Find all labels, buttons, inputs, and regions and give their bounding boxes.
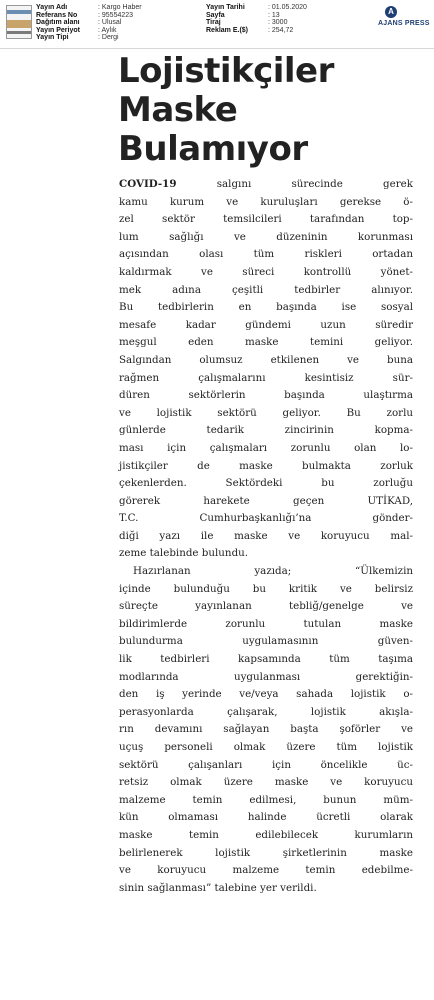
title-line: Bulamıyor [118,129,308,169]
body-line: uçuş personeli olmak üzere tüm lojistik [119,741,413,753]
body-line: ması için çalışmaları zorunlu olan lo- [119,441,413,454]
metadata-left [36,4,142,42]
body-line: lik tedbirleri kapsamında tüm taşıma [119,653,413,666]
title-line: Maske [118,90,238,130]
body-line: mek adına çeşitli tedbirler alınıyor. [119,283,413,296]
publication-thumbnail [6,5,32,39]
body-line: Salgından olumsuz etkilenen ve buna [119,353,413,366]
ajans-press-logo-text: AJANS PRESS [378,20,430,27]
body-line: meşgul eden maske temini geliyor. [119,336,413,349]
body-line: düren sektörlerin başında ulaştırma [119,389,413,402]
body-line: sektörü çalışanları için öncelikle üc- [119,758,413,771]
body-line: den iş yerinde ve/veya sahada lojistik o- [119,688,413,701]
body-line: maske temin edilebilecek kurumların [119,828,413,841]
meta-row-type: Yayın Tipi : Dergi [36,34,119,42]
body-line: lum sağlığı ve düzeninin korunması [119,230,413,243]
body-line: açısından olası tüm riskleri ortadan [119,248,413,261]
body-line: Hazırlanan yazıda; “Ülkemizin [133,565,413,578]
meta-row-reference-no: Referans No : 95554223 [36,11,134,19]
body-line: rın devamını sağlayan başta şoförler ve [119,723,413,736]
ajans-press-logo-icon: A [385,6,397,18]
article-title [118,52,428,169]
meta-row-page: Sayfa : 13 [206,11,280,19]
body-line: kamu kurum ve kuruluşları gerekse ö- [119,195,413,208]
body-line: sinin sağlanması” talebine yer verildi. [119,881,317,894]
body-line: jistikçiler de maske bulmakta zorluk [119,459,413,472]
body-line: diği yazı ile maske ve koruyucu mal- [119,529,413,542]
body-line: modlarında uygulanması gerektiğin- [119,670,413,683]
body-line: perasyonlarda çalışarak, lojistik akışla- [119,705,413,718]
title-line: Lojistikçiler [118,51,334,91]
body-line: bulundurma uygulamasının güven- [119,635,413,648]
meta-row-date: Yayın Tarihi : 01.05.2020 [206,4,307,11]
body-line: rağmen çalışmalarını kesintisiz sür- [119,371,413,384]
body-line: zel sektör temsilcileri tarafından top- [119,213,413,226]
body-line: belirlenerek lojistik şirketlerinin maske [119,846,413,859]
body-line: kaldırmak ve süreci kontrollü yönet- [119,265,413,278]
body-line: mesafe kadar gündemi uzun süredir [119,318,413,331]
body-line: kün olmaması halinde ücretli olarak [119,811,413,824]
metadata-right [206,4,307,34]
ajans-press-logo [378,6,430,36]
body-line: zeme talebinde bulundu. [119,547,249,560]
body-line: içinde bulunduğu bu kritik ve belirsiz [119,582,413,595]
meta-row-circulation: Tiraj : 3000 [206,19,288,27]
body-line: COVID-19 salgını sürecinde gerek [119,178,413,190]
body-line: görerek harekete geçen UTİKAD, [119,494,413,507]
meta-row-period: Yayın Periyot : Aylık [36,26,117,34]
body-line: süreçte yayınlanan tebliğ/genelge ve [119,600,413,613]
meta-row-ad-value: Reklam E.($) : 254,72 [206,26,294,34]
body-line: Bu tedbirlerin en başında ise sosyal [119,301,413,314]
clipping-header [0,0,434,49]
body-line: T.C. Cumhurbaşkanlığı’na gönder- [119,512,413,525]
body-line: günlerde tedarik zincirinin kopma- [119,424,413,437]
body-line: retsiz olmak üzere maske ve koruyucu [119,776,413,789]
body-line: çekenlerden. Sektördeki bu zorluğu [119,477,413,490]
article-body [119,176,413,897]
body-line: malzeme temin edilmesi, bunun müm- [119,793,413,806]
body-line: ve lojistik sektörü geliyor. Bu zorlu [119,406,413,419]
body-line: ve koruyucu malzeme temin edebilme- [119,864,413,877]
body-line: bildirimlerde zorunlu tutulan maske [119,617,413,630]
lead-keyword: COVID-19 [119,178,177,190]
meta-row-distribution: Dağıtım alanı : Ulusal [36,19,122,27]
meta-row-publication-name: Yayın Adı : Kargo Haber [36,4,142,11]
